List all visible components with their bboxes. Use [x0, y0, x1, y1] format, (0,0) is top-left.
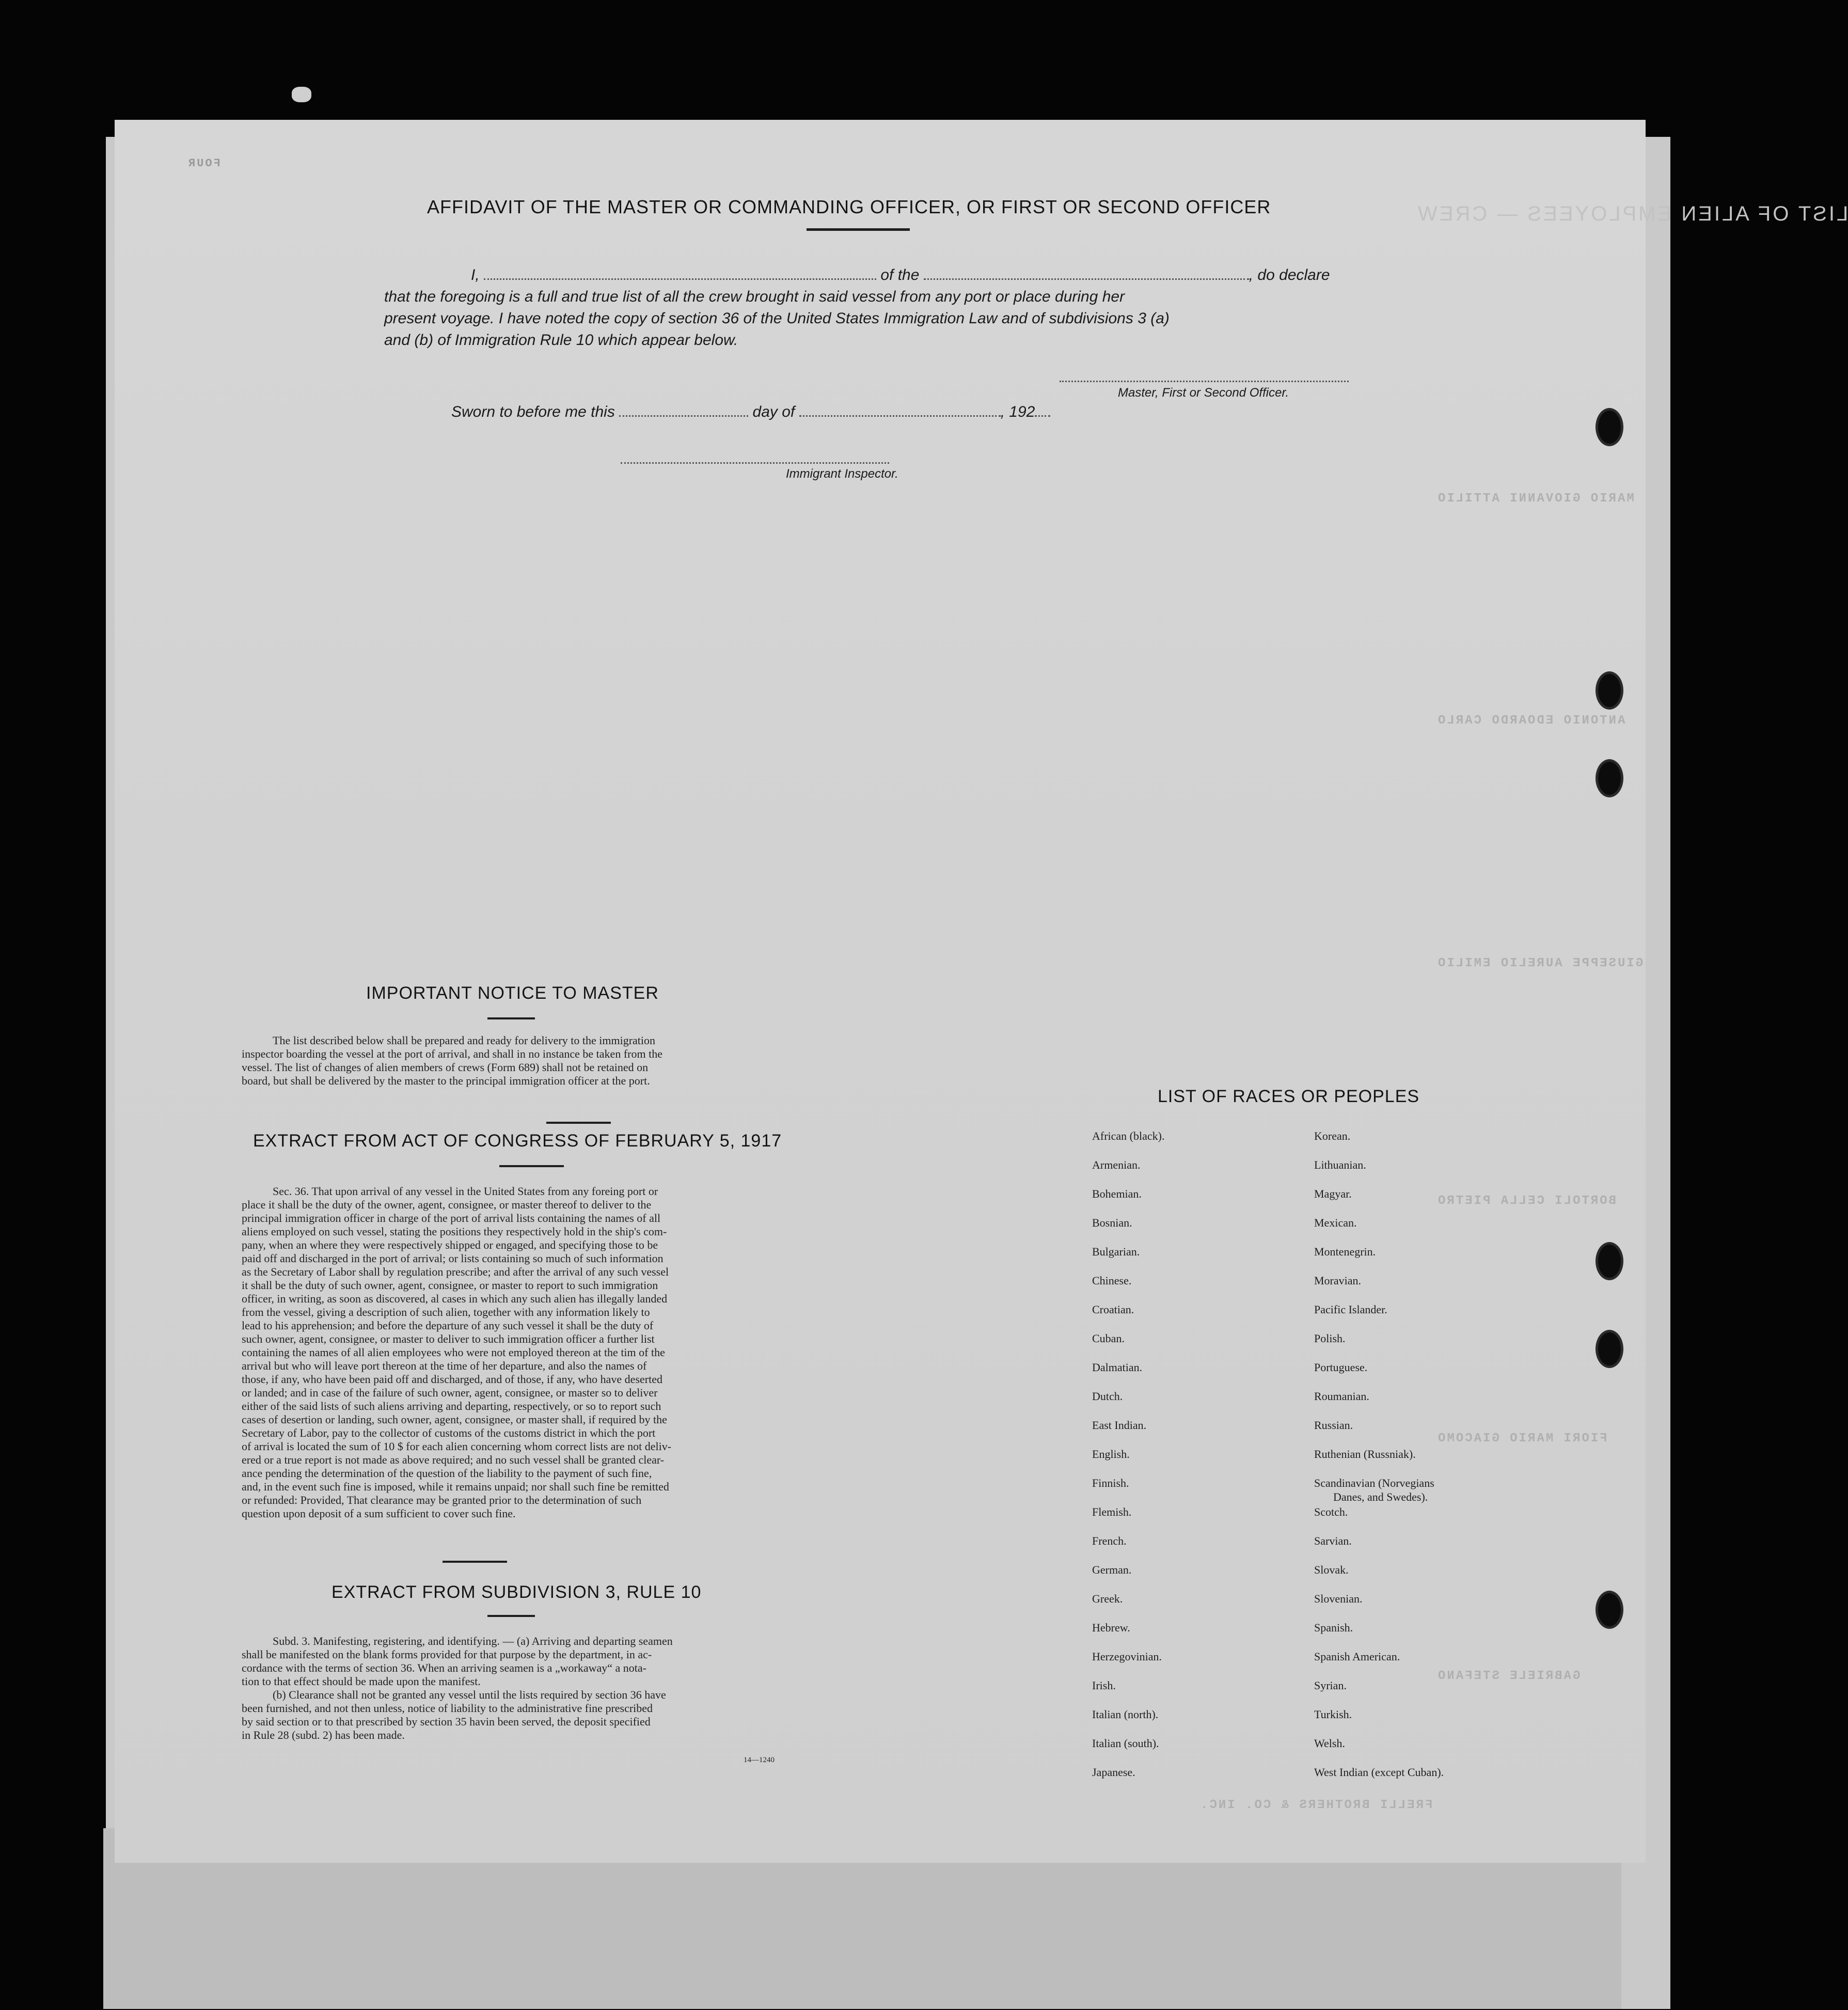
race-left: Chinese.	[1092, 1274, 1132, 1287]
affidavit-line-1	[471, 264, 1330, 286]
act-line: ered or a true report is not made as above required; and no such vessel shall be granted clear-	[242, 1453, 665, 1466]
race-right: Slovenian.	[1314, 1592, 1363, 1605]
race-left: Italian (north).	[1092, 1708, 1159, 1721]
race-right-continuation: Danes, and Swedes).	[1333, 1490, 1428, 1503]
race-left: Herzegovinian.	[1092, 1650, 1162, 1663]
rule-top-divider	[443, 1561, 507, 1563]
bleed-through-text: LIST OF ALIEN EMPLOYEES — CREW	[1416, 202, 1848, 225]
notice-line: board, but shall be delivered by the master to the principal immigration officer at the port.	[242, 1074, 650, 1087]
bleed-through-text: ANTONIO EDOARDO CARLO	[1436, 714, 1625, 728]
rule-line: in Rule 28 (subd. 2) has been made.	[242, 1729, 405, 1741]
notice-body	[242, 1034, 939, 1088]
race-right: Korean.	[1314, 1129, 1351, 1142]
bleed-through-text: MARIO GIOVANNI ATTILIO	[1436, 492, 1634, 506]
notice-line: The list described below shall be prepared and ready for delivery to the immigration	[273, 1034, 656, 1047]
race-right: Portuguese.	[1314, 1361, 1368, 1374]
punch-hole	[1596, 759, 1623, 797]
race-left: Italian (south).	[1092, 1737, 1159, 1750]
bleed-through-text: BORTOLI CELLA PIETRO	[1436, 1194, 1617, 1208]
notice-divider	[487, 1017, 535, 1019]
race-right: Scotch.	[1314, 1505, 1348, 1518]
race-left: Dalmatian.	[1092, 1361, 1143, 1374]
race-right: Slovak.	[1314, 1563, 1349, 1576]
race-right: Magyar.	[1314, 1187, 1352, 1200]
officer-name-blank[interactable]	[484, 274, 876, 280]
act-line: officer, in writing, as soon as discovered, al cases in which any such alien has illegally landed	[242, 1292, 668, 1305]
race-right: Montenegrin.	[1314, 1245, 1376, 1258]
race-right: Mexican.	[1314, 1216, 1357, 1229]
race-left: Japanese.	[1092, 1766, 1135, 1779]
race-left: Irish.	[1092, 1679, 1116, 1692]
paper-fragment	[292, 87, 311, 102]
master-signature-label: Master, First or Second Officer.	[1118, 386, 1289, 400]
sworn-text: Sworn to before me this	[451, 403, 615, 420]
race-left: German.	[1092, 1563, 1132, 1576]
affidavit-of-the: of the	[880, 266, 920, 284]
race-right: Russian.	[1314, 1419, 1353, 1432]
act-line: of arrival is located the sum of 10 $ for each alien concerning whom correct lists are not deliv-	[242, 1440, 672, 1453]
act-line: ance pending the determination of the question of the liability to the payment of such fine,	[242, 1467, 652, 1480]
title-divider	[807, 228, 910, 231]
race-left: Croatian.	[1092, 1303, 1134, 1316]
punch-hole	[1596, 1591, 1623, 1629]
race-left: Bulgarian.	[1092, 1245, 1140, 1258]
rule-line: cordance with the terms of section 36. When an arriving seamen is a „workaway“ a nota-	[242, 1661, 646, 1674]
act-line: from the vessel, giving a description of such alien, together with any information likely to	[242, 1306, 650, 1318]
act-line: cases of desertion or landing, such owner, agent, consignee, or master shall, if required by the	[242, 1413, 667, 1426]
race-right: Moravian.	[1314, 1274, 1362, 1287]
rule-line: shall be manifested on the blank forms provided for that purpose by the department, in ac-	[242, 1648, 652, 1661]
act-line: or refunded: Provided, That clearance may be granted prior to the determination of such	[242, 1494, 642, 1506]
vessel-name-blank[interactable]	[924, 274, 1249, 280]
punch-hole	[1596, 671, 1623, 710]
race-left: Greek.	[1092, 1592, 1123, 1605]
affidavit-i: I,	[471, 266, 480, 284]
act-line: either of the said lists of such aliens arriving and departing, respectively, or so to report such	[242, 1400, 661, 1412]
act-line: aliens employed on such vessel, stating the positions they respectively hold in the ship's com-	[242, 1225, 667, 1238]
race-left: Cuban.	[1092, 1332, 1125, 1345]
inspector-signature-label: Immigrant Inspector.	[786, 467, 898, 481]
race-left: French.	[1092, 1534, 1127, 1547]
act-line: lead to his apprehension; and before the departure of any such vessel it shall be the duty of	[242, 1319, 654, 1332]
bleed-through-text: FIORI MARIO GIACOMO	[1436, 1432, 1607, 1446]
act-line: pany, when an where they were respectively shipped or engaged, and specifying those to be	[242, 1238, 658, 1251]
race-left: East Indian.	[1092, 1419, 1147, 1432]
act-divider	[499, 1165, 564, 1167]
form-number: 14—1240	[744, 1756, 775, 1764]
notice-title: IMPORTANT NOTICE TO MASTER	[366, 983, 659, 1003]
race-right: Sarvian.	[1314, 1534, 1352, 1547]
master-signature-line[interactable]	[1060, 376, 1349, 382]
bleed-through-text: GABRIELE STEFANO	[1436, 1669, 1581, 1683]
race-left: Bosnian.	[1092, 1216, 1132, 1229]
sworn-month-blank[interactable]	[799, 411, 1001, 417]
act-line: question upon deposit of a sum sufficient to cover such fine.	[242, 1507, 516, 1520]
act-body	[242, 1185, 939, 1520]
race-left: English.	[1092, 1448, 1130, 1461]
act-line: place it shall be the duty of the owner, agent, consignee, or master thereof to deliver to the	[242, 1198, 652, 1211]
rule-line: Subd. 3. Manifesting, registering, and identifying. — (a) Arriving and departing seamen	[273, 1635, 673, 1647]
affidavit-line-4: and (b) of Immigration Rule 10 which appear below.	[384, 332, 738, 349]
rule-title: EXTRACT FROM SUBDIVISION 3, RULE 10	[331, 1582, 702, 1602]
race-right: Lithuanian.	[1314, 1158, 1366, 1171]
race-right: Syrian.	[1314, 1679, 1347, 1692]
rule-line: by said section or to that prescribed by section 35 havin been served, the deposit specified	[242, 1715, 651, 1728]
race-right: Scandinavian (Norvegians	[1314, 1477, 1434, 1489]
race-right: Ruthenian (Russniak).	[1314, 1448, 1416, 1461]
act-title: EXTRACT FROM ACT OF CONGRESS OF FEBRUARY 5, 1917	[253, 1131, 782, 1151]
affidavit-declare: , do declare	[1249, 266, 1330, 284]
punch-hole	[1596, 408, 1623, 446]
act-line: paid off and discharged in the port of arrival; or lists containing so much of such information	[242, 1252, 664, 1265]
race-right: West Indian (except Cuban).	[1314, 1766, 1444, 1779]
act-line: as the Secretary of Labor shall by regulation prescribe; and after the arrival of any such vessel	[242, 1265, 669, 1278]
corner-mark: FOUR	[187, 157, 220, 170]
rule-divider	[487, 1615, 535, 1617]
race-left: Dutch.	[1092, 1390, 1123, 1403]
act-line: and, in the event such fine is imposed, while it remains unpaid; nor shall such fine be remitted	[242, 1480, 669, 1493]
act-line: it shall be the duty of such owner, agent, consignee, or master to report to such immigration	[242, 1279, 658, 1292]
rule-body	[242, 1635, 939, 1742]
punch-hole	[1596, 1330, 1623, 1368]
punch-hole	[1596, 1242, 1623, 1280]
affidavit-line-3: present voyage. I have noted the copy of section 36 of the United States Immigration Law and of subdivisions 3 (a)	[384, 310, 1170, 327]
act-top-divider	[546, 1122, 611, 1124]
sworn-year-blank[interactable]	[1035, 411, 1050, 417]
inspector-signature-line[interactable]	[621, 458, 889, 464]
act-line: such owner, agent, consignee, or master to deliver to such immigration officer a further list	[242, 1332, 655, 1345]
sworn-year: , 192	[1000, 403, 1035, 420]
race-right: Turkish.	[1314, 1708, 1352, 1721]
sworn-day-of: day of	[752, 403, 795, 420]
race-left: Finnish.	[1092, 1477, 1129, 1489]
affidavit-title: AFFIDAVIT OF THE MASTER OR COMMANDING OFFICER, OR FIRST OR SECOND OFFICER	[427, 196, 1271, 217]
act-line: containing the names of all alien employees who were not employed thereon at the tim of the	[242, 1346, 665, 1359]
sworn-line	[451, 401, 1050, 423]
race-left: Hebrew.	[1092, 1621, 1130, 1634]
race-right: Spanish.	[1314, 1621, 1353, 1634]
rule-line: tion to that effect should be made upon the manifest.	[242, 1675, 481, 1688]
act-line: those, if any, who have been paid off and discharged, and of those, if any, who have deserted	[242, 1373, 662, 1386]
race-right: Pacific Islander.	[1314, 1303, 1387, 1316]
act-line: Secretary of Labor, pay to the collector of customs of the customs district in which the port	[242, 1426, 656, 1439]
race-left: African (black).	[1092, 1129, 1165, 1142]
bleed-through-text: FRELLI BROTHERS & CO. INC.	[1199, 1798, 1433, 1812]
race-left: Flemish.	[1092, 1505, 1132, 1518]
race-left: Bohemian.	[1092, 1187, 1142, 1200]
act-line: Sec. 36. That upon arrival of any vessel in the United States from any foreing port or	[273, 1185, 658, 1198]
bleed-through-text: GIUSEPPE AURELIO EMILIO	[1436, 956, 1644, 970]
race-left: Armenian.	[1092, 1158, 1141, 1171]
rule-line: (b) Clearance shall not be granted any vessel until the lists required by section 36 have	[273, 1688, 666, 1701]
race-right: Spanish American.	[1314, 1650, 1400, 1663]
act-line: or landed; and in case of the failure of such owner, agent, consignee, or master so to deliver	[242, 1386, 658, 1399]
document-page	[115, 120, 1848, 1863]
sworn-day-blank[interactable]	[619, 411, 748, 417]
race-right: Welsh.	[1314, 1737, 1345, 1750]
races-title: LIST OF RACES OR PEOPLES	[1158, 1087, 1420, 1106]
notice-line: vessel. The list of changes of alien members of crews (Form 689) shall not be retained on	[242, 1061, 649, 1074]
act-line: arrival but who will leave port thereon at the time of her departure, and also the names of	[242, 1359, 647, 1372]
race-right: Roumanian.	[1314, 1390, 1369, 1403]
affidavit-line-2: that the foregoing is a full and true list of all the crew brought in said vessel from any port or place during her	[384, 288, 1125, 305]
race-right: Polish.	[1314, 1332, 1346, 1345]
rule-line: been furnished, and not then unless, notice of liability to the administrative fine prescribed	[242, 1702, 653, 1715]
act-line: principal immigration officer in charge of the port of arrival lists containing the names of all	[242, 1212, 661, 1224]
notice-line: inspector boarding the vessel at the port of arrival, and shall in no instance be taken from the	[242, 1047, 662, 1060]
